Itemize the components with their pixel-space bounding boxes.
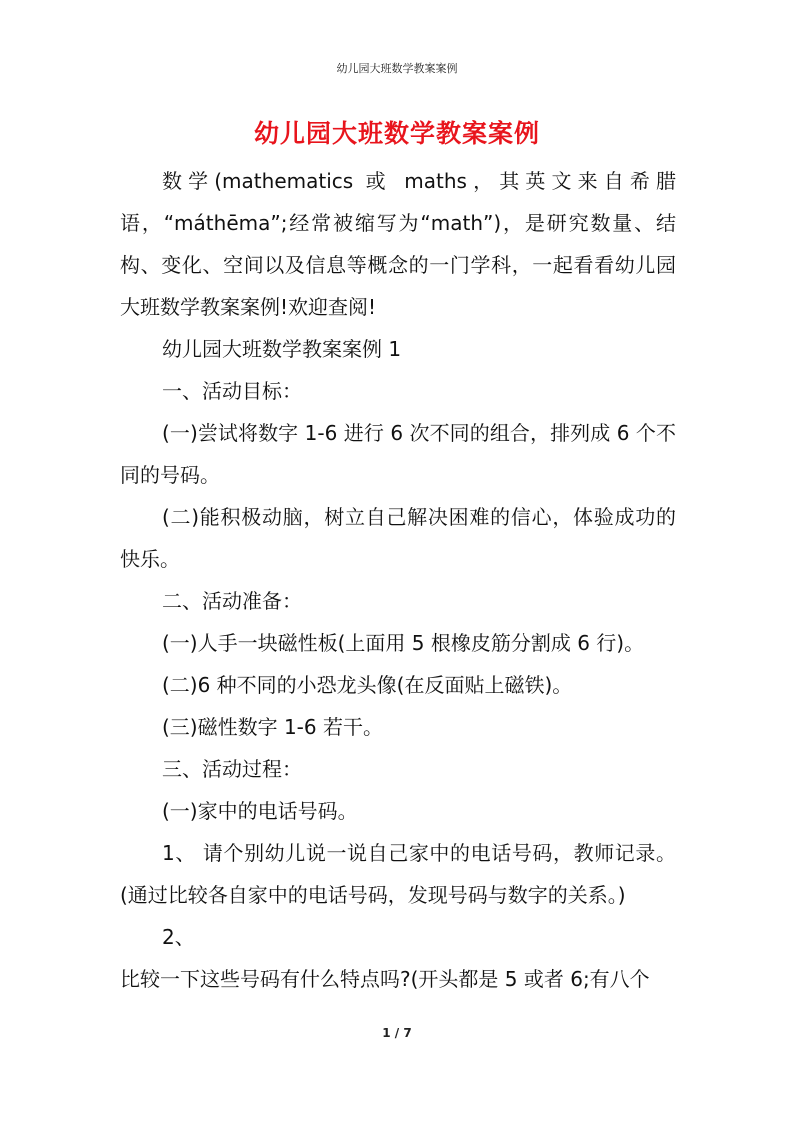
- section-heading: 幼儿园大班数学教案案例 1: [162, 337, 402, 361]
- paragraph: 三、活动过程：: [162, 757, 302, 781]
- page-number: 1 / 7: [382, 1026, 412, 1040]
- paragraph: 2、: [162, 925, 195, 949]
- paragraph: 比较一下这些号码有什么特点吗?(开头都是 5 或者 6;有八个: [120, 967, 650, 991]
- running-header: 幼儿园大班数学教案案例: [336, 62, 458, 75]
- paragraph: 二、活动准备：: [162, 589, 302, 613]
- paragraph: (三)磁性数字 1-6 若干。: [162, 715, 383, 739]
- paragraph: (二)6 种不同的小恐龙头像(在反面贴上磁铁)。: [162, 673, 573, 697]
- paragraph: (二)能积极动脑，树立自己解决困难的信心，体验成功的快乐。: [120, 505, 676, 571]
- document-title: 幼儿园大班数学教案案例: [253, 119, 540, 148]
- paragraph: 1、 请个别幼儿说一说自己家中的电话号码，教师记录。(通过比较各自家中的电话号码，发现号码与数字的关系。): [120, 841, 676, 907]
- paragraph: (一)尝试将数字 1-6 进行 6 次不同的组合，排列成 6 个不同的号码。: [120, 421, 676, 487]
- document-body: [120, 160, 676, 1000]
- paragraph: 一、活动目标：: [162, 379, 302, 403]
- paragraph: (一)人手一块磁性板(上面用 5 根橡皮筋分割成 6 行)。: [162, 631, 645, 655]
- paragraph: 数学(mathematics 或 maths，其英文来自希腊语，“máthēma”;经常被缩写为“math”)，是研究数量、结构、变化、空间以及信息等概念的一门学科，一起看看幼儿园大班数学教案案例!欢迎查阅!: [120, 169, 676, 319]
- paragraph: (一)家中的电话号码。: [162, 799, 358, 823]
